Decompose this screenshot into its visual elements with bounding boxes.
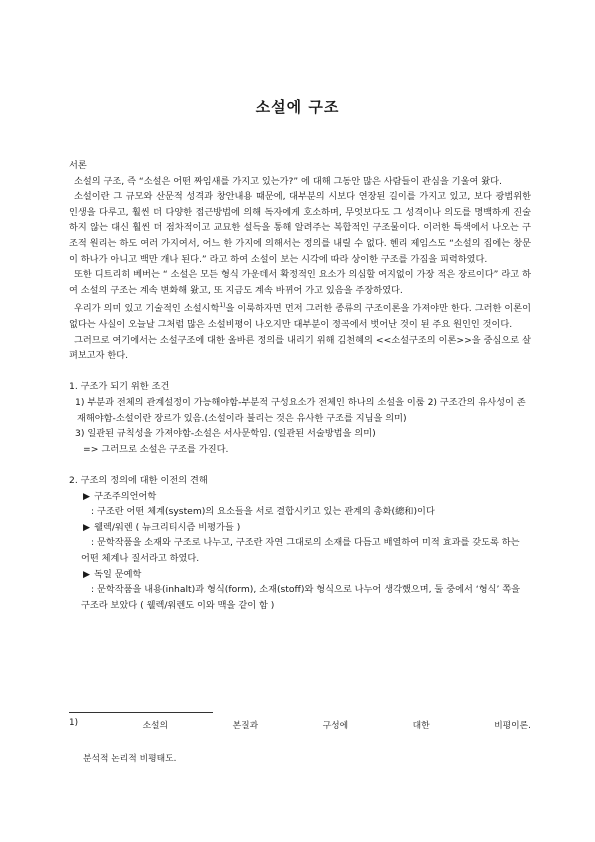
footnote-word: 소설의 xyxy=(142,721,169,731)
view-description: : 구조란 어떤 체계(system)의 요소들을 서로 결합시키고 있는 관계의 총화(總和)이다 xyxy=(91,506,435,518)
footnote-word: 비평이론. xyxy=(494,721,531,731)
view-title: 구조주의언어학 xyxy=(94,490,157,502)
view-description: : 문학작품을 소재와 구조로 나누고, 구조란 자연 그대로의 소재를 다듬고 배열하여 미적 효과를 갖도록 하는 어떤 체계나 질서라고 하였다. xyxy=(81,537,520,564)
intro-paragraph-4 xyxy=(69,298,531,332)
footnote-ref[interactable]: 1) xyxy=(219,302,226,310)
section-1-conclusion: => 그러므로 소설은 구조를 가진다. xyxy=(83,443,229,455)
view-heading-wellek-warren xyxy=(69,520,531,536)
footnote-line-2: 분석적 논리적 비평태도. xyxy=(83,754,177,764)
document-body xyxy=(69,158,531,613)
spacer xyxy=(69,457,531,473)
intro-paragraph-2: 소설이란 그 규모와 산문적 성격과 창안내용 때문에, 대부분의 시보다 연장된 길이를 가지고 있고, 보다 광범위한 인생을 다루고, 훨씬 더 다양한 접근방법에 의해 독자에게 호소하며, 무엇보다도 그 성격이나 의도를 명백하게 진술하지 않는 대신 훨씬 더 점차적이고 교묘한 설득을 통해 알려주는 복합적인 구조물이다. 이러한 특색에서 나오는 구조적 원리는 하도 여러 가지여서, 어느 한 가지에 의해서는 정의를 내릴 수 없다. 헨리 제임스도 “소설의 집에는 창문이 하나가 아니고 백만 개나 된다.” 라고 하여 소설이 보는 시각에 따라 상이한 구조를 가짐을 피력하였다. xyxy=(69,191,531,265)
footnote-word: 1) xyxy=(69,718,79,728)
paragraph-4-text-b: 을 이룩하자면 먼저 그러한 종류의 구조이론을 가져야만 한다. 그러한 이론이 없다는 사실이 오늘날 그처럼 많은 소설비평이 나오지만 대부분이 정곡에서 벗어난 것이 된 주요 원인인 것이다. xyxy=(69,303,531,330)
triangle-bullet-icon: ▶ xyxy=(83,521,91,533)
intro-paragraph-3: 또한 디트리히 베버는 “ 소설은 모든 형식 가운데서 확정적인 요소가 의심할 여지없이 가장 적은 장르이다” 라고 하여 소설의 구조는 계속 변화해 왔고, 또 지금도 계속 바뀌어 가고 있음을 주장하였다. xyxy=(69,269,531,296)
footnote-word: 본질과 xyxy=(232,721,259,731)
page-title: 소설에 구조 xyxy=(255,98,340,116)
section-1-heading: 1. 구조가 되기 위한 조건 xyxy=(69,381,170,393)
triangle-bullet-icon: ▶ xyxy=(83,568,91,580)
footnote-word: 구성에 xyxy=(322,721,349,731)
intro-label: 서론 xyxy=(69,160,87,171)
section-1-item-3: 3) 일관된 규칙성을 가져야함-소설은 서사문학임. (일관된 서술방법을 의미) xyxy=(75,428,376,440)
intro-paragraph-1: 소설의 구조, 즉 “소설은 어떤 짜임새를 가지고 있는가?” 에 대해 그동안 많은 사람들이 관심을 기울여 왔다. xyxy=(74,175,502,187)
intro-paragraph-5: 그러므로 여기에서는 소설구조에 대한 올바른 정의를 내리기 위해 김천혜의 <<소설구조의 이론>>을 중심으로 살펴보고자 한다. xyxy=(69,334,531,362)
section-2-heading: 2. 구조의 정의에 대한 이전의 견해 xyxy=(69,474,208,486)
view-description: : 문학작품을 내용(inhalt)과 형식(form), 소재(stoff)와 형식으로 나누어 생각했으며, 둘 중에서 ‘형식’ 쪽을 구조라 보았다 ( 웰렉/워렌도 이와 맥을 같이 함 ) xyxy=(81,584,521,611)
view-heading-german-literature xyxy=(69,567,531,583)
footnote-word: 대한 xyxy=(412,721,430,731)
section-1-items-1-2: 1) 부분과 전체의 관계설정이 가능해야함-부분적 구성요소가 전체인 하나의 소설을 이룸 2) 구조간의 유사성이 존재해야함-소설이란 장르가 있음.(소설이라 불리는 것은 유사한 구조를 지님을 의미) xyxy=(75,396,526,424)
view-title: 독일 문예학 xyxy=(94,568,142,580)
spacer xyxy=(69,364,531,380)
triangle-bullet-icon: ▶ xyxy=(83,490,91,502)
footnote-line-1 xyxy=(69,718,531,731)
view-heading-structuralism xyxy=(69,489,531,505)
footnote-divider xyxy=(69,712,213,713)
paragraph-4-text-a: 우리가 의미 있고 기술적인 소설시학 xyxy=(74,303,220,315)
view-title: 웰렉/워렌 ( 뉴크리티시즘 비평가들 ) xyxy=(94,521,241,533)
